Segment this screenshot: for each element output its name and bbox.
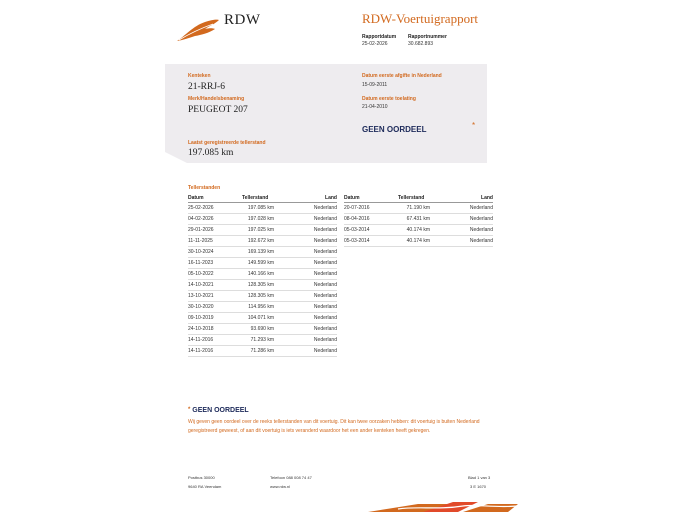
table-row bbox=[188, 225, 337, 236]
eerste-toel-label: Datum eerste toelating bbox=[362, 96, 416, 102]
cell-land: Nederland bbox=[288, 247, 337, 258]
rapportnummer-label: Rapportnummer bbox=[408, 34, 447, 40]
cell-tellerstand: 128.305 km bbox=[233, 291, 288, 302]
rapportdatum-value: 25-02-2026 bbox=[362, 41, 388, 47]
footer-code: 3 E 1670 bbox=[470, 484, 487, 489]
cell-datum: 25-02-2026 bbox=[188, 203, 233, 214]
cell-datum: 16-11-2023 bbox=[188, 258, 233, 269]
report-title: RDW-Voertuigrapport bbox=[362, 11, 479, 26]
cell-tellerstand: 71.190 km bbox=[389, 203, 444, 214]
teller-label: Laatst geregistreerde tellerstand bbox=[188, 140, 266, 146]
cell-datum: 08-04-2016 bbox=[344, 214, 389, 225]
cell-tellerstand: 197.025 km bbox=[233, 225, 288, 236]
cell-land: Nederland bbox=[288, 335, 337, 346]
teller-value: 197.085 km bbox=[188, 148, 234, 158]
table-row bbox=[188, 291, 337, 302]
cell-tellerstand: 67.431 km bbox=[389, 214, 444, 225]
col-land: Land bbox=[288, 193, 337, 203]
rdw-logo bbox=[175, 14, 265, 44]
note-mark: * bbox=[188, 407, 191, 413]
cell-tellerstand: 192.672 km bbox=[233, 236, 288, 247]
cell-datum: 14-10-2021 bbox=[188, 280, 233, 291]
eerste-nl-value: 15-09-2011 bbox=[362, 82, 388, 88]
cell-tellerstand: 40.174 km bbox=[389, 225, 444, 236]
note-text: Wij geven geen oordeel over de reeks tellerstanden van dit voertuig. Dit kan twee oorzaken hebben: dit voertuig is buiten Nederland geregistreerd geweest, of aan dit voertuig is iets veranderd waardoor het een ander kenteken heeft gekregen. bbox=[188, 419, 480, 434]
cell-datum: 29-01-2026 bbox=[188, 225, 233, 236]
cell-land: Nederland bbox=[288, 324, 337, 335]
table-row bbox=[188, 269, 337, 280]
panel-corner-cut bbox=[165, 152, 187, 163]
cell-land: Nederland bbox=[444, 225, 493, 236]
tellerstanden-table-right bbox=[344, 193, 493, 247]
cell-tellerstand: 104.071 km bbox=[233, 313, 288, 324]
cell-datum: 05-10-2022 bbox=[188, 269, 233, 280]
cell-land: Nederland bbox=[288, 346, 337, 357]
cell-land: Nederland bbox=[288, 291, 337, 302]
cell-land: Nederland bbox=[288, 302, 337, 313]
col-tellerstand: Tellerstand bbox=[389, 193, 444, 203]
footer-decoration-icon bbox=[368, 500, 528, 514]
note-title: GEEN OORDEEL bbox=[192, 407, 249, 414]
footer-web: www.rdw.nl bbox=[270, 484, 291, 489]
cell-land: Nederland bbox=[288, 258, 337, 269]
col-datum: Datum bbox=[188, 193, 233, 203]
cell-tellerstand: 169.139 km bbox=[233, 247, 288, 258]
cell-land: Nederland bbox=[444, 214, 493, 225]
col-tellerstand: Tellerstand bbox=[233, 193, 288, 203]
cell-tellerstand: 197.085 km bbox=[233, 203, 288, 214]
cell-land: Nederland bbox=[288, 214, 337, 225]
cell-tellerstand: 197.028 km bbox=[233, 214, 288, 225]
col-land: Land bbox=[444, 193, 493, 203]
table-header-row bbox=[344, 193, 493, 203]
merk-label: Merk/Handelsbenaming bbox=[188, 96, 245, 102]
cell-tellerstand: 114.956 km bbox=[233, 302, 288, 313]
cell-land: Nederland bbox=[444, 236, 493, 247]
cell-tellerstand: 40.174 km bbox=[389, 236, 444, 247]
merk-value: PEUGEOT 207 bbox=[188, 105, 248, 115]
table-row bbox=[344, 203, 493, 214]
cell-datum: 04-02-2026 bbox=[188, 214, 233, 225]
table-row bbox=[344, 225, 493, 236]
rapportdatum-label: Rapportdatum bbox=[362, 34, 397, 40]
cell-land: Nederland bbox=[288, 225, 337, 236]
tellerstanden-title: Tellerstanden bbox=[188, 185, 221, 191]
cell-datum: 05-03-2014 bbox=[344, 236, 389, 247]
footer-address-2: 9640 RA Veendam bbox=[188, 484, 222, 489]
kenteken-value: 21-RRJ-6 bbox=[188, 82, 225, 92]
eerste-nl-label: Datum eerste afgifte in Nederland bbox=[362, 73, 442, 79]
cell-datum: 13-10-2021 bbox=[188, 291, 233, 302]
rapportnummer-value: 30.682.893 bbox=[408, 41, 434, 47]
footer-phone: Telefoon 088 008 74 47 bbox=[270, 475, 312, 480]
cell-land: Nederland bbox=[288, 236, 337, 247]
cell-land: Nederland bbox=[288, 280, 337, 291]
eerste-toel-value: 21-04-2010 bbox=[362, 104, 388, 110]
cell-tellerstand: 71.286 km bbox=[233, 346, 288, 357]
table-header-row bbox=[188, 193, 337, 203]
cell-datum: 30-10-2024 bbox=[188, 247, 233, 258]
cell-tellerstand: 71.293 km bbox=[233, 335, 288, 346]
cell-land: Nederland bbox=[444, 203, 493, 214]
table-row bbox=[188, 346, 337, 357]
tellerstanden-table-left bbox=[188, 193, 337, 357]
table-row bbox=[188, 258, 337, 269]
table-row bbox=[188, 302, 337, 313]
cell-tellerstand: 149.599 km bbox=[233, 258, 288, 269]
cell-datum: 24-10-2018 bbox=[188, 324, 233, 335]
cell-tellerstand: 140.166 km bbox=[233, 269, 288, 280]
footer-address-1: Postbus 30000 bbox=[188, 475, 215, 480]
table-row bbox=[344, 236, 493, 247]
cell-land: Nederland bbox=[288, 313, 337, 324]
table-row bbox=[344, 214, 493, 225]
cell-land: Nederland bbox=[288, 269, 337, 280]
cell-datum: 14-11-2016 bbox=[188, 346, 233, 357]
table-row bbox=[188, 203, 337, 214]
cell-datum: 09-10-2019 bbox=[188, 313, 233, 324]
table-row bbox=[188, 247, 337, 258]
cell-datum: 30-10-2020 bbox=[188, 302, 233, 313]
cell-tellerstand: 93.690 km bbox=[233, 324, 288, 335]
table-row bbox=[188, 324, 337, 335]
cell-tellerstand: 128.305 km bbox=[233, 280, 288, 291]
cell-datum: 11-11-2025 bbox=[188, 236, 233, 247]
cell-land: Nederland bbox=[288, 203, 337, 214]
verdict-mark: * bbox=[472, 121, 476, 130]
logo-text: RDW bbox=[224, 12, 261, 28]
col-datum: Datum bbox=[344, 193, 389, 203]
table-row bbox=[188, 214, 337, 225]
table-row bbox=[188, 313, 337, 324]
kenteken-label: Kenteken bbox=[188, 73, 211, 79]
cell-datum: 20-07-2016 bbox=[344, 203, 389, 214]
rdw-feather-icon bbox=[175, 16, 220, 44]
table-row bbox=[188, 280, 337, 291]
table-row bbox=[188, 236, 337, 247]
verdict: GEEN OORDEEL bbox=[362, 125, 427, 134]
note-heading bbox=[188, 407, 249, 414]
footer-page: Blad 1 van 3 bbox=[468, 475, 491, 480]
cell-datum: 14-11-2016 bbox=[188, 335, 233, 346]
cell-datum: 05-03-2014 bbox=[344, 225, 389, 236]
table-row bbox=[188, 335, 337, 346]
